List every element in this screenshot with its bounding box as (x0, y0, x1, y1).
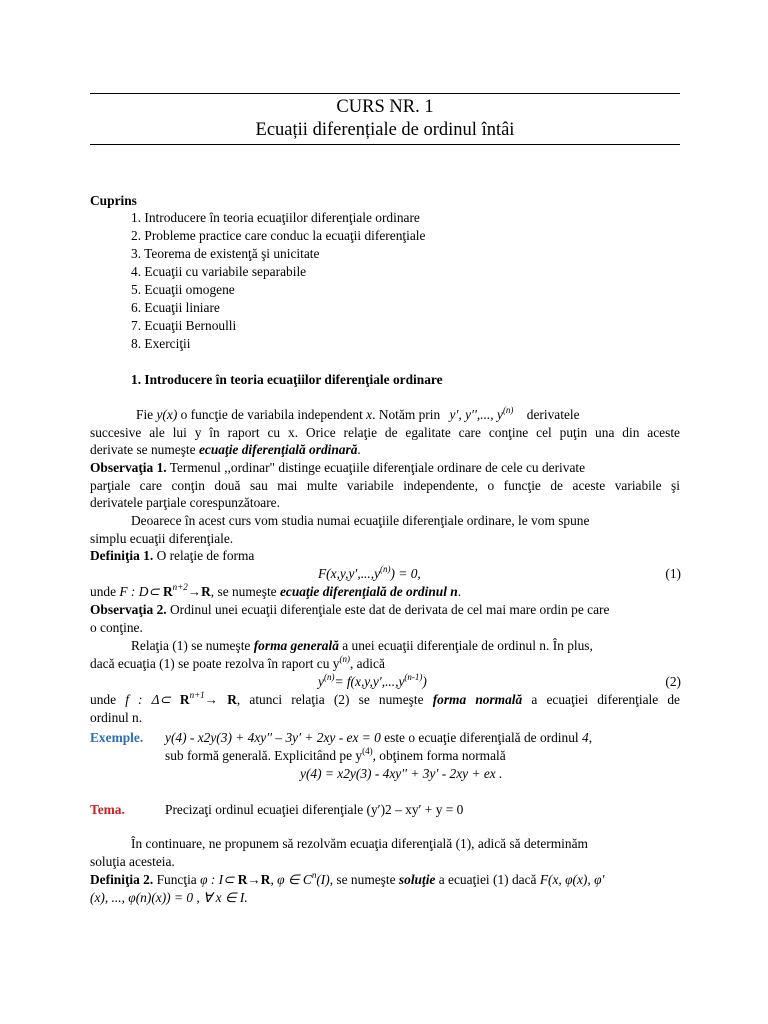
contents-item: 1. Introducere în teoria ecuaţiilor diferenţiale ordinare (131, 210, 420, 225)
top-rule (90, 93, 680, 94)
examples-label: Exemple. (90, 730, 144, 745)
paragraph-line: o conţine. (90, 620, 143, 635)
paragraph-line: succesive ale lui y în raport cu x. Orice relaţie de egalitate care conţine cel puţin una din aceste (90, 425, 680, 440)
contents-item: 3. Teorema de existenţă şi unicitate (131, 246, 320, 261)
paragraph-line: Fie y(x) o funcţie de variabila independent x. Notăm prin y′, y′′,..., $y^{(n)}$ derivatele (136, 404, 580, 422)
observation-1: Observaţia 1. Termenul ,,ordinar" distinge ecuaţiile diferenţiale ordinare de cele cu derivate (90, 460, 586, 475)
paragraph-line: parţiale care conţin două sau mai multe variabile independente, o funcţie de aceste variabile şi (90, 478, 680, 493)
course-number: CURS NR. 1 (336, 97, 434, 117)
contents-item: 2. Probleme practice care conduc la ecuaţii diferenţiale (131, 228, 426, 243)
section-heading: 1. Introducere în teoria ecuaţiilor diferenţiale ordinare (131, 372, 443, 387)
bottom-rule (90, 144, 680, 145)
paragraph-line: Deoarece în acest curs vom studia numai ecuaţiile diferenţiale ordinare, le vom spune (131, 513, 590, 528)
paragraph-line: Relaţia (1) se numeşte forma generală a unei ecuaţii diferenţiale de ordinul n. În plus, (131, 638, 593, 653)
equation-number-1: (1) (665, 566, 681, 581)
contents-item: 5. Ecuaţii omogene (131, 282, 235, 297)
definition-1: Definiţia 1. O relaţie de forma (90, 548, 255, 563)
paragraph-line: unde F : D⊂ $R^{n+2}\to R$, se numeşte ecuaţie diferenţială de ordinul n. (90, 581, 462, 599)
paragraph-line: (x), ..., φ(n)(x)) = 0 , ∀ x ∈ I. (90, 890, 248, 905)
example-equation-text: y(4) - x2y(3) + 4xy′′ – 3y′ + 2xy - ex = 0 (165, 730, 381, 745)
definition-2: Definiţia 2. Funcţia φ : I⊂ R→R, φ ∈ $C^n(I)$, se numeşte soluţie a ecuaţiei (1) dacă F(x, φ(x), φ′ (90, 869, 605, 887)
equation-1: $F(x,y,y',...,y^{(n)}) = 0$, (318, 563, 421, 581)
paragraph-line: soluţia acesteia. (90, 854, 175, 869)
contents-heading: Cuprins (90, 193, 137, 208)
contents-item: 6. Ecuaţii liniare (131, 300, 220, 315)
equation-number-2: (2) (665, 674, 681, 689)
contents-item: 8. Exerciţii (131, 336, 191, 351)
contents-item: 4. Ecuaţii cu variabile separabile (131, 264, 307, 279)
equation-2: $y^{(n)}= f(x,y,y',...,y^{(n-1)})$ (318, 671, 427, 689)
tema-text: Precizaţi ordinul ecuaţiei diferenţiale (y′)2 – xy′ + y = 0 (165, 802, 464, 817)
course-title: Ecuații diferențiale de ordinul întâi (255, 120, 515, 140)
paragraph-line: În continuare, ne propunem să rezolvăm ecuaţia diferenţială (1), adică să determinăm (131, 836, 588, 851)
paragraph-line: unde f : Δ⊂ $R^{n+1}\to R$, atunci relaţia (2) se numeşte forma normală a ecuaţiei diferenţiale de (90, 689, 680, 707)
paragraph-line: ordinul n. (90, 710, 143, 725)
observation-2: Observaţia 2. Ordinul unei ecuaţii diferenţiale este dat de derivata de cel mai mare ordin pe care (90, 602, 610, 617)
paragraph-line: simplu ecuaţii diferenţiale. (90, 531, 234, 546)
example-equation: y(4) - x2y(3) + 4xy′′ – 3y′ + 2xy - ex = 0 este o ecuaţie diferenţială de ordinul 4, (165, 730, 593, 745)
paragraph-line: derivatele parţiale corespunzătoare. (90, 495, 280, 510)
example-normal-form: y(4) = x2y(3) - 4xy′′ + 3y′ - 2xy + ex . (300, 766, 503, 781)
paragraph-line: derivate se numeşte ecuaţie diferenţială ordinară. (90, 442, 361, 457)
tema-label: Tema. (90, 802, 125, 817)
contents-item: 7. Ecuaţii Bernoulli (131, 318, 237, 333)
paragraph-line: sub formă generală. Explicitând pe $y^{(4)}$, obţinem forma normală (165, 745, 506, 763)
paragraph-line: dacă ecuaţia (1) se poate rezolva în raport cu $y^{(n)}$, adică (90, 653, 385, 671)
